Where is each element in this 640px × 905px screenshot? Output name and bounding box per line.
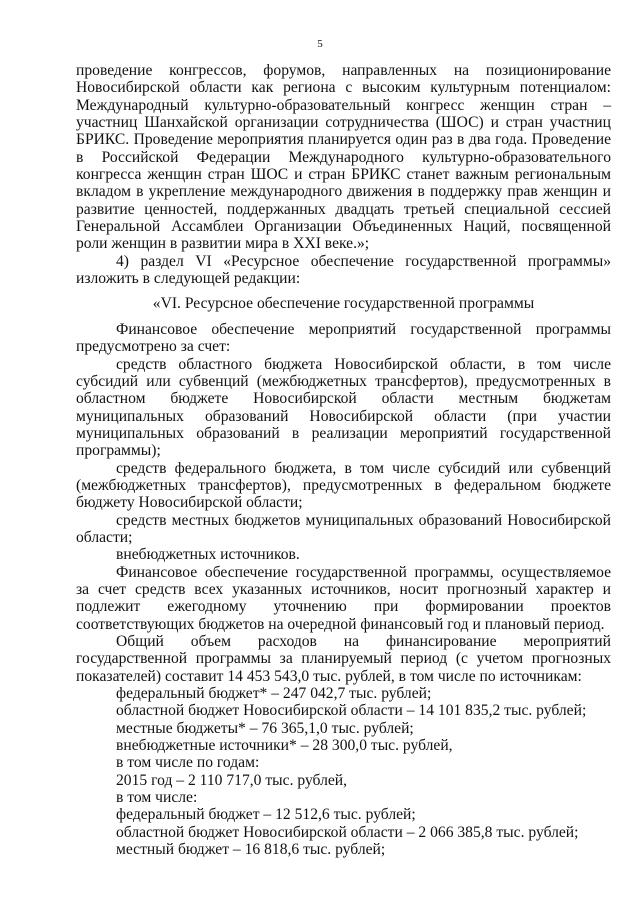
budget-line: в том числе:: [116, 789, 198, 807]
page-number: 5: [317, 38, 323, 50]
paragraph-amendment-4: 4) раздел VI «Ресурсное обеспечение государственной программы» изложить в следующей редакции:: [76, 252, 611, 288]
list-item: средств федерального бюджета, в том числе субсидий или субвенций (межбюджетных трансфертов), предусмотренных в федеральном бюджете бюджету Новосибирской области;: [76, 459, 611, 512]
budget-line: в том числе по годам:: [116, 754, 260, 772]
budget-line: местные бюджеты* – 76 365,1,0 тыс. рублей;: [116, 719, 414, 737]
list-item: средств областного бюджета Новосибирской области, в том числе субсидий или субвенций (межбюджетных трансфертов), предусмотренных в областном бюджете Новосибирской области местным бюджетам муниципальных образований Новосибирской области (при участии муниципальных образований в реализации мероприятий государственной программы);: [76, 355, 611, 460]
budget-line: 2015 год – 2 110 717,0 тыс. рублей,: [116, 771, 348, 789]
paragraph-total: Общий объем расходов на финансирование мероприятий государственной программы за планируемый период (с учетом прогнозных показателей) составит 14 453 543,0 тыс. рублей, в том числе по источникам:: [76, 633, 611, 685]
budget-line: внебюджетные источники* – 28 300,0 тыс. рублей,: [116, 737, 453, 755]
list-item: внебюджетных источников.: [116, 546, 300, 564]
document-body: [76, 62, 611, 858]
budget-line: областной бюджет Новосибирской области – 14 101 835,2 тыс. рублей;: [116, 702, 587, 720]
section-heading: «VI. Ресурсное обеспечение государственной программы: [152, 295, 535, 313]
paragraph-financing-intro: Финансовое обеспечение мероприятий государственной программы предусмотрено за счет:: [76, 320, 611, 356]
list-item: средств местных бюджетов муниципальных образований Новосибирской области;: [76, 511, 611, 546]
budget-line: федеральный бюджет* – 247 042,7 тыс. рублей;: [116, 685, 432, 703]
paragraph-forecast: Финансовое обеспечение государственной программы, осуществляемое за счет средств всех указанных источников, носит прогнозный характер и подлежит ежегодному уточнению при формировании проектов соответствующих бюджетов на очередной финансовый год и плановый период.: [76, 563, 611, 633]
budget-line: областной бюджет Новосибирской области – 2 066 385,8 тыс. рублей;: [116, 823, 579, 841]
paragraph-congress: проведение конгрессов, форумов, направленных на позиционирование Новосибирской области как региона с высоким культурным потенциалом: Международный культурно-образовательный конгресс женщин стран – участниц Шанхайской организации сотрудничества (ШОС) и стран участниц БРИКС. Проведение мероприятия планируется один раз в два года. Проведение в Российской Федерации Международного культурно-образовательного конгресса женщин стран ШОС и стран БРИКС станет важным региональным вкладом в укрепление международного движения в поддержку прав женщин и развитие ценностей, поддержанных двадцать третьей специальной сессией Генеральной Ассамблеи Организации Объединенных Наций, посвященной роли женщин в развитии мира в XXI веке.»;: [76, 62, 611, 253]
budget-line: федеральный бюджет – 12 512,6 тыс. рублей;: [116, 806, 416, 824]
budget-line: местный бюджет – 16 818,6 тыс. рублей;: [116, 841, 386, 859]
